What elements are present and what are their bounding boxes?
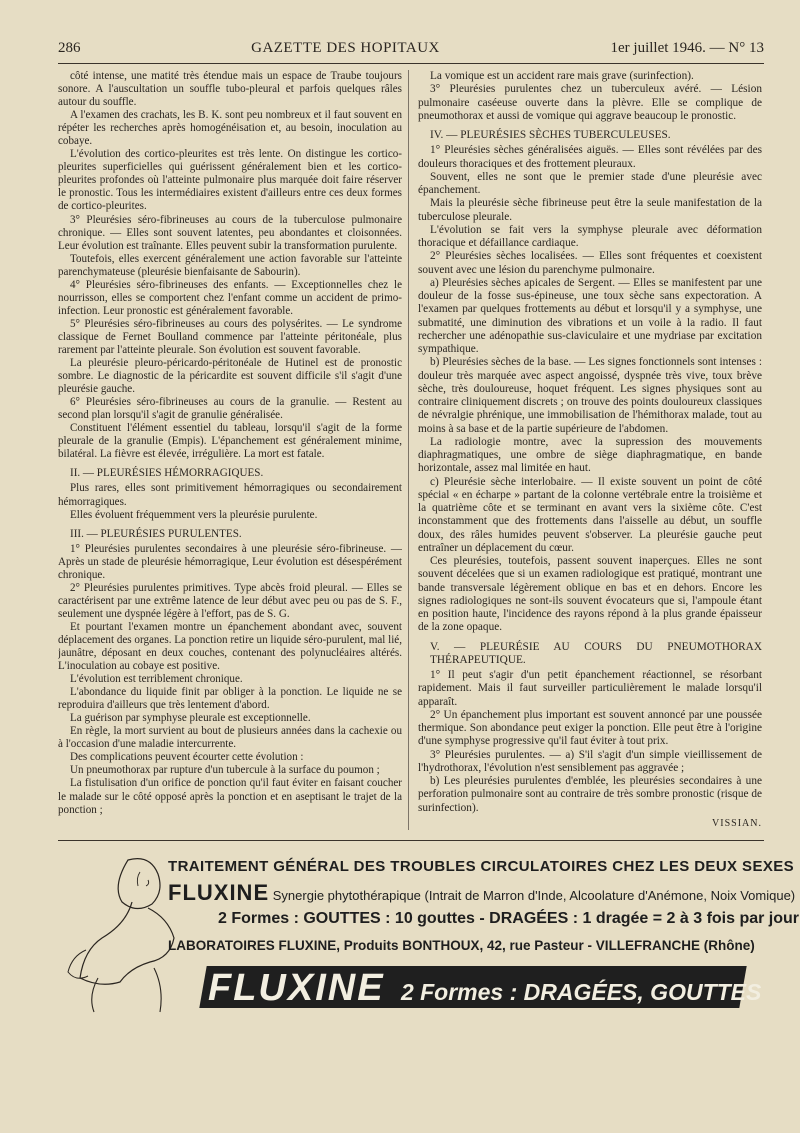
paragraph: Ces pleurésies, toutefois, passent souvent inaperçues. Elles ne sont souvent décelées que si un examen radiologique est pratiqué, montrant une bande transversale légèrement oblique en bas et en dehors. Encore les signes radiologiques ne sont-ils souvent évocateurs que si, l'ampoule étant en position haute, l'incidence des rayons répond à la plus grande épaisseur de la zone opaque. <box>418 555 762 634</box>
ad-composition-text: Synergie phytothérapique (Intrait de Marron d'Inde, Alcoolature d'Anémone, Noix Vomique) <box>272 888 796 903</box>
author-signature: VISSIAN. <box>712 817 762 829</box>
column-divider <box>408 70 409 830</box>
ad-laboratory: LABORATOIRES FLUXINE, Produits BONTHOUX, 42, rue Pasteur - VILLEFRANCHE (Rhône) <box>168 938 755 953</box>
paragraph: L'évolution est terriblement chronique. <box>70 673 243 686</box>
paragraph: L'évolution se fait vers la symphyse pleurale avec déformation thoracique et défaillance cardiaque. <box>418 223 762 249</box>
paragraph: Un pneumothorax par rupture d'un tubercule à la surface du poumon ; <box>70 764 380 777</box>
paragraph: La guérison par symphyse pleurale est exceptionnelle. <box>70 712 311 725</box>
paragraph: Plus rares, elles sont primitivement hémorragiques ou secondairement hémorragiques. <box>58 482 402 508</box>
ad-dosage: 2 Formes : GOUTTES : 10 gouttes - DRAGÉES : 1 dragée = 2 à 3 fois par jour <box>218 910 800 927</box>
ad-headline: TRAITEMENT GÉNÉRAL DES TROUBLES CIRCULATOIRES CHEZ LES DEUX SEXES <box>168 858 795 875</box>
paragraph: 1° Pleurésies purulentes secondaires à une pleurésie séro-fibrineuse. — Après un stade de pleurésie hémorragique, Leur évolution est désespérément chronique. <box>58 542 402 581</box>
paragraph: a) Pleurésies sèches apicales de Sergent. — Elles se manifestent par une douleur de la fosse sus-épineuse, une toux sèche sans expectoration. A l'examen par quelques frottements au début et lorsqu'il y a symphyse, une submatité, une diminution des vibrations et un voile à la radio. Il faut rechercher une adénopathie sus-claviculaire et une mydriase par excitation sympathique. <box>418 276 762 355</box>
section-heading: V. — PLEURÉSIE AU COURS DU PNEUMOTHORAX THÉRAPEUTIQUE. <box>430 640 762 666</box>
woman-illustration <box>58 850 218 1020</box>
paragraph: Elles évoluent fréquemment vers la pleurésie purulente. <box>70 508 318 521</box>
paragraph: Toutefois, elles exercent généralement une action favorable sur l'atteinte parenchymateuse (pleurésie bienfaisante de Sabourin). <box>58 252 402 278</box>
paragraph: 5° Pleurésies séro-fibrineuses au cours des polysérites. — Le syndrome classique de Fernet Boulland commence par l'atteinte péritonéale, plus rarement par l'atteinte pleurale. Son évolution est souvent favorable. <box>58 317 402 356</box>
paragraph: b) Les pleurésies purulentes d'emblée, les pleurésies secondaires à une perforation pulmonaire sont au contraire de très sombre pronostic (risque de surinfection). <box>418 775 762 814</box>
paragraph: A l'examen des crachats, les B. K. sont peu nombreux et il faut souvent en répéter les recherches après homogénéisation et, au besoin, inoculation au cobaye. <box>58 109 402 148</box>
paragraph: La radiologie montre, avec la supression des mouvements diaphragmatiques, une ombre de siège diaphragmatique, en bande horizontale, assez mal limitée en haut. <box>418 435 762 475</box>
paragraph: Des complications peuvent écourter cette évolution : <box>70 751 304 764</box>
section-heading: IV. — PLEURÉSIES SÈCHES TUBERCULEUSES. <box>430 129 671 141</box>
paragraph: 6° Pleurésies séro-fibrineuses au cours de la granulie. — Restent au second plan lorsqu'il s'agit de granulie généralisée. <box>58 396 402 422</box>
paragraph: 3° Pleurésies purulentes chez un tuberculeux avéré. — Lésion pulmonaire caséeuse ouverte dans la plèvre. Elle se complique de pneumothorax et aussi de vomique qui aggrave beaucoup le pronostic. <box>418 83 762 122</box>
paragraph: 3° Pleurésies séro-fibrineuses au cours de la tuberculose pulmonaire chronique. — Elles sont souvent latentes, peu abondantes et cloisonnées. Leur évolution est traînante. Elles peuvent subir la transformation purulente. <box>58 213 402 252</box>
header-rule <box>58 63 764 64</box>
paragraph: 1° Il peut s'agir d'un petit épanchement réactionnel, se résorbant rapidement. Mais il faut surveiller particulièrement le malade lorsqu'il apparaît. <box>418 669 762 708</box>
paragraph: 1° Pleurésies sèches généralisées aiguës. — Elles sont révélées par des douleurs thoraciques et des frottement pleuraux. <box>418 144 762 170</box>
paragraph: La pleurésie pleuro-péricardo-péritonéale de Hutinel est de pronostic sombre. Le diagnostic de la péricardite est souvent difficile s'il s'agit d'une pleurésie gauche. <box>58 357 402 396</box>
paragraph: Constituent l'élément essentiel du tableau, lorsqu'il s'agit de la forme pleurale de la granulie (Empis). L'épanchement est généralement minime, bilatéral. La fièvre est élevée, irrégulière. La mort est fatale. <box>58 422 402 461</box>
ad-composition <box>168 880 796 906</box>
journal-title: GAZETTE DES HOPITAUX <box>251 40 440 56</box>
left-column <box>58 70 402 830</box>
issue-date: 1er juillet 1946. — N° 13 <box>610 40 764 56</box>
paragraph: Et pourtant l'examen montre un épanchement abondant avec, souvent déplacement des organes. La ponction retire un liquide séro-purulent, mal lié, jaunâtre, déposant en deux couches, contenant des polynucléaires altérés. L'inoculation au cobaye est positive. <box>58 620 402 673</box>
paragraph: Mais la pleurésie sèche fibrineuse peut être la seule manifestation de la tuberculose pleurale. <box>418 197 762 223</box>
section-heading: III. — PLEURÉSIES PURULENTES. <box>70 527 242 540</box>
paragraph: La fistulisation d'un orifice de ponction qu'il faut éviter en faisant coucher le malade sur le côté opposé après la ponction et en aseptisant le trajet de la ponction ; <box>58 777 402 816</box>
paragraph: L'abondance du liquide finit par obliger à la ponction. Le liquide ne se reproduira d'ailleurs que très lentement d'abord. <box>58 686 402 712</box>
paragraph: 3° Pleurésies purulentes. — a) S'il s'agit d'un simple vieillissement de l'hydrothorax, l'évolution n'est sensiblement pas aggravée ; <box>418 748 762 774</box>
paragraph: b) Pleurésies sèches de la base. — Les signes fonctionnels sont intenses : douleur très marquée avec aspect angoissé, dyspnée très vive, toux brève sèche, très douloureuse, hoquet fréquent. Les signes physiques sont au contraire cliniquement discrets ; on trouve des points douloureux classiques de névralgie phrénique, une immobilisation de l'hémithorax malade, tout au moins à sa base et de la partie supérieure de l'abdomen. <box>418 356 762 435</box>
paragraph: 2° Pleurésies purulentes primitives. Type abcès froid pleural. — Elles se caractérisent par une extrême latence de leur début avec peu ou pas de S. F., seulement une dyspnée légère à l'effort, pas de S. G. <box>58 581 402 620</box>
ad-banner <box>208 967 762 1009</box>
paragraph: 4° Pleurésies séro-fibrineuses des enfants. — Exceptionnelles chez le nourrisson, elles se comportent chez l'enfant comme un accident de primo-infection. Leur pronostic est généralement favorable. <box>58 278 402 317</box>
paragraph: Souvent, elles ne sont que le premier stade d'une pleurésie avec épanchement. <box>418 170 762 196</box>
paragraph: En règle, la mort survient au bout de plusieurs années dans la cachexie ou à l'occasion d'une maladie intercurrente. <box>58 725 402 751</box>
paragraph: L'évolution des cortico-pleurites est très lente. On distingue les cortico-pleurites superficielles qui guérissent généralement bien et les cortico-pleurites profondes où l'atteinte pulmonaire plus marquée doit faire réserver le pronostic. Tous les intermédiaires existent d'ailleurs entre ces deux formes de cortico-pleurites. <box>58 148 402 213</box>
page-header <box>58 40 764 62</box>
section-heading: II. — PLEURÉSIES HÉMORRAGIQUES. <box>70 467 264 480</box>
page-number: 286 <box>58 40 81 56</box>
paragraph: 2° Pleurésies sèches localisées. — Elles sont fréquentes et coexistent souvent avec une lésion du parenchyme pulmonaire. <box>418 250 762 276</box>
ad-top-rule <box>58 840 764 841</box>
paragraph: c) Pleurésie sèche interlobaire. — Il existe souvent un point de côté spécial « en écharpe » partant de la colonne vertébrale entre la troisième et la quatrième côte et se terminant en avant vers la sixième côte. C'est inconstamment que des frottements dans l'aisselle au début, un souffle doux, des râles humides peuvent s'observer. La pleurésie gauche peut entraîner un déplacement du cœur. <box>418 475 762 554</box>
ad-banner-forms: 2 Formes : DRAGÉES, GOUTTES <box>400 979 762 1005</box>
paragraph: La vomique est un accident rare mais grave (surinfection). <box>430 70 694 82</box>
ad-brand: FLUXINE <box>168 880 270 905</box>
paragraph: 2° Un épanchement plus important est souvent annoncé par une poussée thermique. Son abondance peut exiger la ponction. Elle peut être à l'origine d'une symphyse progressive qu'il faut éviter à tout prix. <box>418 708 762 748</box>
fluxine-advertisement <box>58 850 800 1030</box>
paragraph: côté intense, une matité très étendue mais un espace de Traube toujours sonore. A l'auscultation un souffle tubo-pleural et parfois quelques râles autour du souffle. <box>58 70 402 109</box>
right-column <box>418 70 762 830</box>
ad-banner-brand: FLUXINE <box>208 967 385 1009</box>
